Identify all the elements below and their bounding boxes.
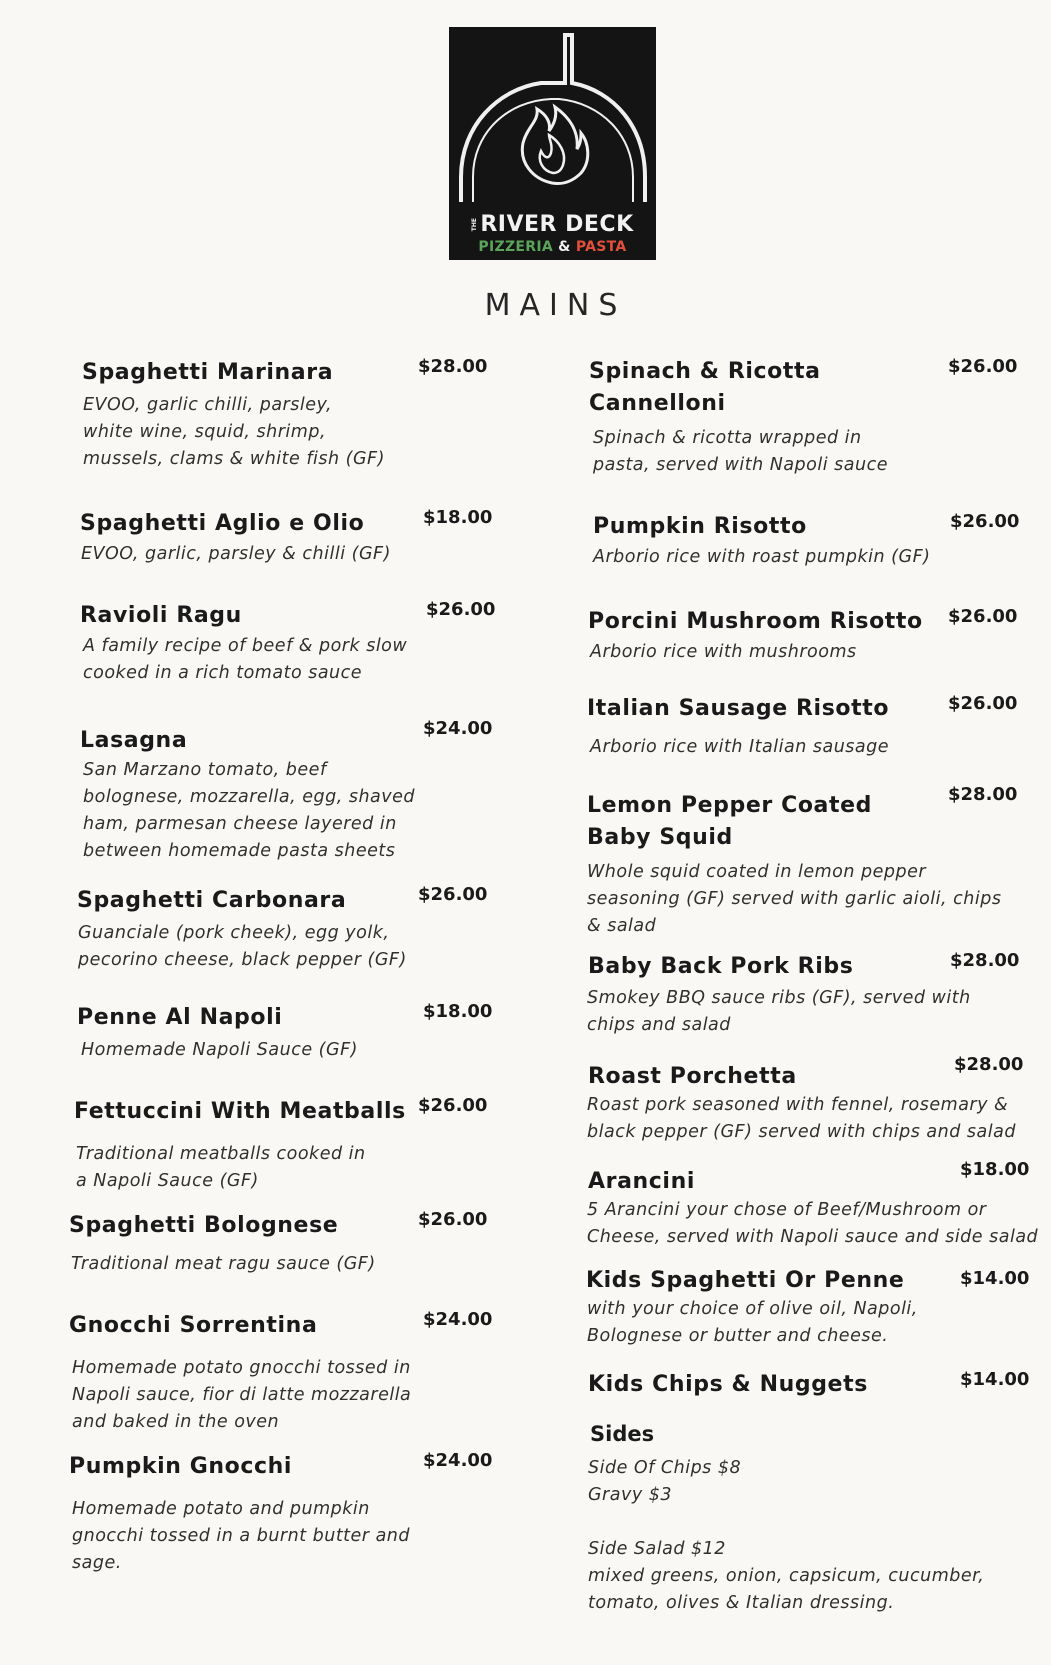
left-item-name: Spaghetti Aglio e Olio [80, 511, 365, 536]
right-item-name: Roast Porchetta [588, 1064, 797, 1089]
left-item-price: $24.00 [423, 718, 493, 739]
left-item-name: Ravioli Ragu [80, 603, 242, 628]
left-item-description: Guanciale (pork cheek), egg yolk, pecorino cheese, black pepper (GF) [78, 923, 407, 970]
left-item-description: EVOO, garlic, parsley & chilli (GF) [81, 544, 391, 564]
right-item-description: Spinach & ricotta wrapped in pasta, served with Napoli sauce [593, 428, 888, 475]
left-item-name: Penne Al Napoli [77, 1005, 283, 1030]
right-item-name: Kids Chips & Nuggets [588, 1372, 868, 1397]
left-item-price: $26.00 [418, 1095, 488, 1116]
right-item-price: $28.00 [950, 950, 1020, 971]
left-item-name: Fettuccini With Meatballs [74, 1099, 406, 1124]
right-item-description: Arborio rice with roast pumpkin (GF) [593, 547, 931, 567]
left-item-description: A family recipe of beef & pork slow cooked in a rich tomato sauce [83, 636, 408, 683]
logo-pizzeria: PIZZERIA [478, 239, 553, 255]
left-item-price: $24.00 [423, 1309, 493, 1330]
right-item-description: Smokey BBQ sauce ribs (GF), served with chips and salad [587, 988, 971, 1035]
right-item-name: Baby Back Pork Ribs [588, 954, 854, 979]
left-item-description: EVOO, garlic chilli, parsley, white wine, squid, shrimp, mussels, clams & white fish (GF) [83, 395, 385, 469]
right-item-price: $26.00 [948, 606, 1018, 627]
right-item-name: Pumpkin Risotto [593, 514, 807, 539]
right-item-description: with your choice of olive oil, Napoli, Bolognese or butter and cheese. [587, 1299, 918, 1346]
right-item-description: Arborio rice with Italian sausage [590, 737, 890, 757]
logo-name: RIVER DECK [480, 212, 634, 237]
left-item-price: $24.00 [423, 1450, 493, 1471]
left-item-price: $26.00 [418, 1209, 488, 1230]
right-item-name: Lemon Pepper Coated Baby Squid [587, 793, 872, 850]
right-item-description: 5 Arancini your chose of Beef/Mushroom or Cheese, served with Napoli sauce and side salad [587, 1200, 1039, 1247]
left-item-description: Homemade potato and pumpkin gnocchi tossed in a burnt butter and sage. [72, 1499, 410, 1573]
left-item-price: $26.00 [426, 599, 496, 620]
sides-title: Sides [590, 1422, 655, 1446]
left-item-price: $26.00 [418, 884, 488, 905]
left-item-price: $28.00 [418, 356, 488, 377]
logo-the: THE [471, 218, 479, 232]
page-title: MAINS [484, 288, 627, 323]
right-item-description: Roast pork seasoned with fennel, rosemary & black pepper (GF) served with chips and salad [587, 1095, 1016, 1142]
left-item-description: Homemade potato gnocchi tossed in Napoli sauce, fior di latte mozzarella and baked in the oven [72, 1358, 412, 1432]
logo-pasta: PASTA [575, 239, 627, 255]
left-item-price: $18.00 [423, 507, 493, 528]
right-item-price: $26.00 [950, 511, 1020, 532]
logo [449, 27, 656, 260]
right-item-price: $18.00 [960, 1159, 1030, 1180]
right-item-price: $28.00 [954, 1054, 1024, 1075]
left-item-description: Traditional meat ragu sauce (GF) [71, 1254, 376, 1274]
left-item-description: San Marzano tomato, beef bolognese, mozzarella, egg, shaved ham, parmesan cheese layered in between homemade pasta sheets [83, 760, 416, 861]
right-item-price: $26.00 [948, 356, 1018, 377]
right-item-name: Arancini [588, 1169, 695, 1194]
left-item-name: Pumpkin Gnocchi [69, 1454, 293, 1479]
right-item-price: $14.00 [960, 1268, 1030, 1289]
right-item-price: $26.00 [948, 693, 1018, 714]
right-item-description: Arborio rice with mushrooms [590, 642, 857, 662]
left-item-name: Gnocchi Sorrentina [69, 1313, 318, 1338]
right-item-name: Kids Spaghetti Or Penne [586, 1268, 905, 1293]
left-item-name: Spaghetti Marinara [82, 360, 334, 385]
left-item-description: Traditional meatballs cooked in a Napoli Sauce (GF) [76, 1144, 366, 1191]
left-item-name: Spaghetti Carbonara [77, 888, 347, 913]
right-item-price: $28.00 [948, 784, 1018, 805]
right-item-name: Italian Sausage Risotto [587, 696, 890, 721]
logo-subtitle [449, 239, 656, 255]
left-item-name: Lasagna [80, 728, 188, 753]
logo-wordmark [449, 212, 656, 237]
right-item-name: Porcini Mushroom Risotto [588, 609, 923, 634]
left-item-description: Homemade Napoli Sauce (GF) [81, 1040, 358, 1060]
left-item-price: $18.00 [423, 1001, 493, 1022]
right-item-name: Spinach & Ricotta Cannelloni [589, 359, 821, 416]
sides-text: Side Of Chips $8 Gravy $3 Side Salad $12 mixed greens, onion, capsicum, cucumber, tomato, olives & Italian dressing. [588, 1458, 985, 1613]
right-item-description: Whole squid coated in lemon pepper seasoning (GF) served with garlic aioli, chips & salad [587, 862, 1002, 936]
right-item-price: $14.00 [960, 1369, 1030, 1390]
left-item-name: Spaghetti Bolognese [69, 1213, 339, 1238]
logo-amp: & [558, 239, 571, 255]
